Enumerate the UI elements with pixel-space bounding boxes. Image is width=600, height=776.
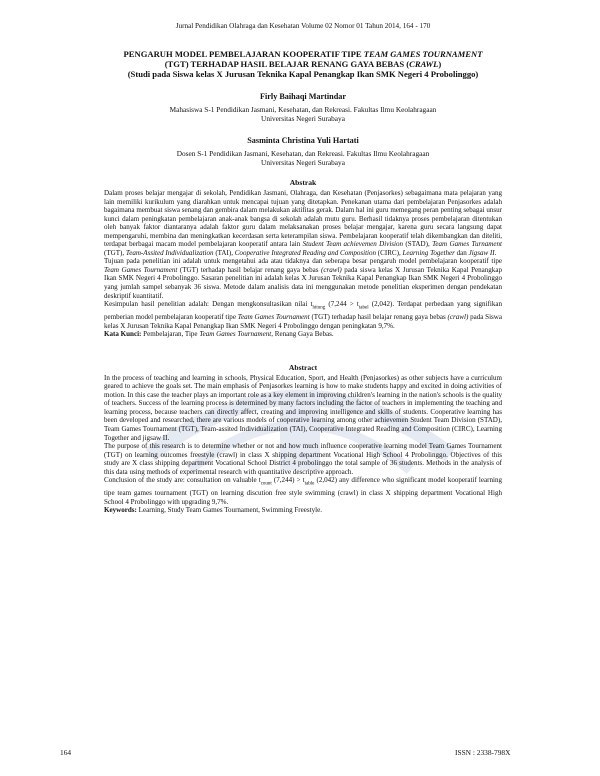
paper-title: PENGARUH MODEL PEMBELAJARAN KOOPERATIF TIPE TEAM GAMES TOURNAMENT (TGT) TERHADAP HASIL BELAJAR RENANG GAYA BEBAS (CRAWL) (Studi pada Siswa kelas X Jurusan Teknika Kapal Penangkap Ikan SMK Negeri 4 Probolinggo) <box>104 49 502 80</box>
keywords: Keywords: Learning, Study Team Games Tournament, Swimming Freestyle. <box>104 506 322 515</box>
author-1-affiliation: Mahasiswa S-1 Pendidikan Jasmani, Kesehatan, dan Rekreasi. Fakultas Ilmu Keolahragaan Universitas Negeri Surabaya <box>169 104 437 124</box>
abstract-paragraph-2: The purpose of this research is to determine whether or not and how much influence cooperative learning model Team Games Tournament (TGT) on learning outcomes freestyle (crawl) in class X shipping department Vocational High School 4 Probolinggo. Objectives of this study are X class shipping department Vocational School District 4 probolinggo the total sample of 36 students. Methods in the analysis of this data using methods of experimental research with quantitative descriptive approach. <box>104 442 502 476</box>
abstract-body <box>104 374 502 515</box>
abstract-paragraph-3: Conclusion of the study are: consultation on valuable $t_{count}$ $(7,244) > t_{table}$ (2,042) any difference who significant model kooperatif learning tipe team games tournament (TGT) on learning discution free style swimming (crawl) in class X shipping department Vocational High School 4 Probolinggo with upgrading 9,7%. <box>104 476 502 506</box>
author-2-affiliation: Dosen S-1 Pendidikan Jasmani, Kesehatan, dan Rekreasi. Fakultas Ilmu Keolahragaan Universitas Negeri Surabaya <box>176 148 430 168</box>
author-1-name: Firly Baihaqi Martindar <box>260 91 346 101</box>
paper-page <box>104 22 502 515</box>
issn: ISSN : 2338-798X <box>455 748 511 757</box>
journal-header: Jurnal Pendidikan Olahraga dan Kesehatan Volume 02 Nomor 01 Tahun 2014, 164 - 170 <box>175 22 431 30</box>
abstrak-paragraph-1: Dalam proses belajar mengajar di sekolah, Pendidikan Jasmani, Olahraga, dan Kesehatan (Penjasorkes) sebagaimana mata pelajaran yang lain memiliki kurikulum yang diarahkan untuk mencapai tujuan yang ditetapkan. Penekanan utama dari pembelajaran Penjasorkes adalah bagaimana membuat siswa senang dan gembira dalam melakukan aktifitas gerak. Dalam hal ini guru memegang peran penting sebagai unsur kunci dalam peningkatan pembelajaran anak-anak bangsa di sekolah adalah mutu guru. Berhasil tidaknya proses pembelajaran ditentukan oleh banyak faktor diantaranya adalah faktor guru dalam melaksanakan proses belajar mengajar, karena guru secara langsung dapat mempengaruhi, membina dan meningkatkan kecerdasan serta keterampilan siswa. Pembelajaran kooperatif telah dikembangkan dan diteliti, terdapat berbagai macam model pembelajaran kooperatif antara lain Student Team achievemen Division (STAD), Team Games Turnament (TGT), Team-Assited Individualization (TAI), Cooperative Integrated Reading and Composition (CIRC), Learning Together dan Jigsaw II. <box>104 188 502 257</box>
abstrak-paragraph-3: Kesimpulan hasil penelitian adalah: Dengan mengkonsultasikan nilai $t_{hitung}$ ($7,244 > t_{tabel}$ (2,042). Terdapat perbedaan yang signifikan pemberian model pembelajaran kooperatif tipe Team Games Tournament (TGT) terhadap hasil belajar renang gaya bebas (crawl) pada Siswa kelas X Jurusan Teknika Kapal Penangkap Ikan SMK Negeri 4 Probolinggo dengan peningkatan 9,7%. <box>104 300 503 330</box>
author-2-name: Sasminta Christina Yuli Hartati <box>247 135 359 145</box>
abstract-heading: Abstract <box>288 362 318 372</box>
paper-subtitle: (Studi pada Siswa kelas X Jurusan Teknika Kapal Penangkap Ikan SMK Negeri 4 Probolinggo) <box>127 69 479 80</box>
abstrak-paragraph-2: Tujuan pada penelitian ini adalah untuk mengetahui ada atau tidaknya dan seberapa besar pengaruh model pembelajaran kooperatif tipe Team Games Tournament (TGT) terhadap hasil belajar renang gaya bebas (crawl) pada siswa kelas X Jurusan Teknika Kapal Penangkap Ikan SMK Negeri 4 Probolinggo. Sasaran penelitian ini adalah kelas X Jurusan Teknika Kapal Penangkap Ikan SMK Negeri 4 Probolinggo yang jumlah sampel sebanyak 36 siswa. Metode dalam analisis data ini menggunakan metode penelitian eksperimen dengan pendekatan deskriptif kuantitatif. <box>104 257 502 300</box>
abstrak-body <box>104 189 502 339</box>
abstract-paragraph-1: In the process of teaching and learning in schools, Physical Education, Sport, and Health (Penjasorkes) as other subjects have a curriculum geared to achieve the goals set. The main emphasis of Penjasorkes learning is how to make students happy and excited in doing activities of motion. In this case the teacher plays an important role as a key element in improving children's learning in the nation's schools is the quality of teachers. Success of the learning process is determined by many factors including the factor of teachers in implementing the teaching and learning process, because teachers can directly affect, creating and improving intelligence and skills of students. Cooperative learning has been developed and researched, there are various models of cooperative learning among other achievemen Student Team Division (STAD), Team Games Tournament (TGT), Team-assited Individualization (TAI), Cooperative Integrated Reading and Composition (CIRC), Learning Together and jigsaw II. <box>104 373 502 442</box>
kata-kunci: Kata Kunci: Pembelajaran, Tipe Team Games Tournament, Renang Gaya Bebas. <box>104 330 334 339</box>
abstrak-heading: Abstrak <box>289 177 317 187</box>
page-number: 164 <box>60 748 72 757</box>
